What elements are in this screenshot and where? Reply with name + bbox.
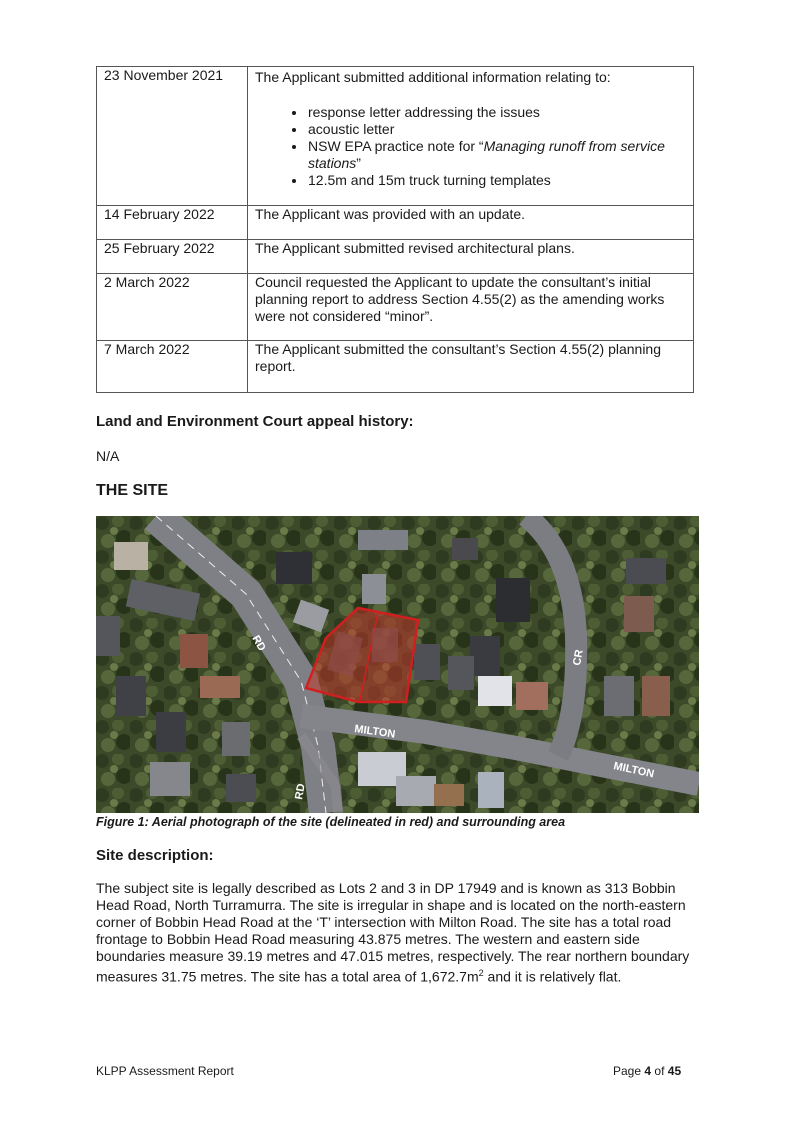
- site-description-text-end: and it is relatively flat.: [483, 968, 622, 985]
- map-label-cr: CR: [571, 648, 586, 667]
- history-date: 14 February 2022: [97, 206, 248, 240]
- map-label-milton-right: MILTON: [612, 760, 656, 781]
- history-description: The Applicant submitted revised architectural plans.: [248, 240, 694, 274]
- table-row: [97, 274, 694, 341]
- table-row: [97, 341, 694, 393]
- map-label-milton-left: MILTON: [353, 723, 397, 741]
- footer-of: of: [654, 1064, 665, 1078]
- application-history-table: [96, 66, 694, 393]
- map-label-rd-bottom: RD: [293, 782, 308, 801]
- history-description: [248, 67, 694, 206]
- history-date: 25 February 2022: [97, 240, 248, 274]
- land-court-value: N/A: [96, 448, 120, 464]
- aerial-photograph: [96, 516, 699, 813]
- history-lead-text: The Applicant submitted additional information relating to:: [255, 69, 611, 85]
- history-description: Council requested the Applicant to update the consultant’s initial planning report to address Section 4.55(2) as the amending works were not considered “minor”.: [248, 274, 694, 341]
- land-court-heading: Land and Environment Court appeal history:: [96, 413, 414, 430]
- history-description: The Applicant was provided with an update.: [248, 206, 694, 240]
- footer-page-number: [613, 1064, 681, 1078]
- table-row: [97, 206, 694, 240]
- table-row: [97, 240, 694, 274]
- list-item: • 12.5m and 15m truck turning templates: [307, 172, 686, 189]
- site-description-text: The subject site is legally described as Lots 2 and 3 in DP 17949 and is known as 313 Bobbin Head Road, North Turramurra. The site is irregular in shape and is located on the north-eastern corner of Bobbin Head Road at the ‘T’ intersection with Milton Road. The site has a total road frontage to Bobbin Head Road measuring 43.875 metres. The western and eastern side boundaries measure 39.19 metres and 47.015 metres, respectively. The rear northern boundary measures 31.75 metres. The site has a total area of 1,672.7m: [96, 880, 690, 985]
- history-date: 2 March 2022: [97, 274, 248, 341]
- footer-page-word: Page: [613, 1064, 642, 1078]
- map-label-rd-top: RD: [249, 633, 268, 654]
- site-heading: THE SITE: [96, 482, 169, 499]
- area-unit-superscript: 2: [478, 968, 484, 978]
- epa-prefix: NSW EPA practice note for “: [308, 138, 484, 154]
- history-date: 23 November 2021: [97, 67, 248, 206]
- figure-caption: Figure 1: Aerial photograph of the site (delineated in red) and surrounding area: [96, 815, 566, 829]
- site-description-heading: Site description:: [96, 847, 214, 864]
- footer-current-page: 4: [644, 1064, 652, 1078]
- footer-report-title: KLPP Assessment Report: [96, 1064, 234, 1078]
- epa-title: Managing runoff from service stations: [308, 138, 665, 171]
- list-item: • acoustic letter: [307, 121, 686, 138]
- site-description-paragraph: [96, 880, 696, 986]
- list-item: • response letter addressing the issues: [307, 104, 686, 121]
- epa-suffix: ”: [356, 155, 361, 171]
- history-date: 7 March 2022: [97, 341, 248, 393]
- footer-total-pages: 45: [667, 1064, 682, 1078]
- history-bullet-list: [255, 104, 686, 189]
- table-row: [97, 67, 694, 206]
- history-description: The Applicant submitted the consultant’s Section 4.55(2) planning report.: [248, 341, 694, 393]
- list-item: [307, 138, 686, 172]
